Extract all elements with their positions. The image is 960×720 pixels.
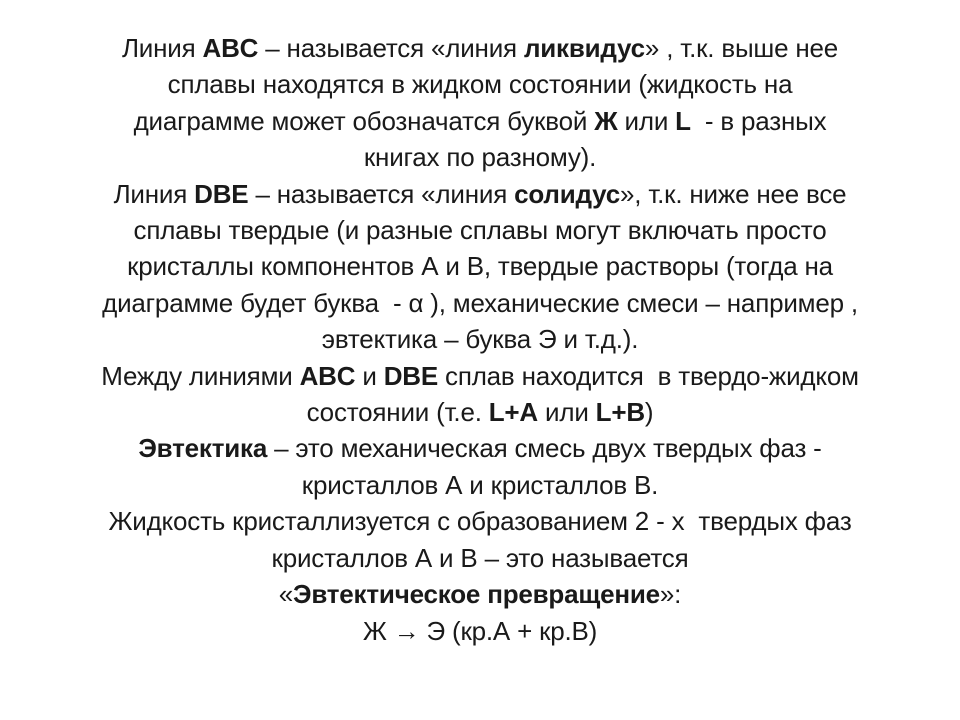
text-segment: сплавы твердые (и разные сплавы могут включать просто <box>133 215 827 246</box>
text-segment: кристаллы компонентов А и В, твердые растворы (тогда на <box>127 251 833 282</box>
text-segment: – называется «линия <box>248 178 515 209</box>
text-segment: – называется «линия <box>258 33 524 63</box>
text-segment: ) <box>644 397 654 428</box>
bold-term: L+A <box>488 397 538 428</box>
text-line <box>30 212 930 248</box>
text-line <box>30 394 930 430</box>
text-line <box>30 103 930 139</box>
text-segment: кристаллов А и В – это называется <box>271 542 689 573</box>
text-segment: - в разных <box>690 105 827 136</box>
bold-term: L+B <box>595 397 645 428</box>
bold-term: Ж <box>594 105 618 136</box>
bold-term: DBE <box>383 360 438 391</box>
text-line <box>30 358 930 394</box>
text-line <box>30 66 930 102</box>
text-segment: Между линиями <box>101 360 300 391</box>
text-line <box>30 503 930 539</box>
bold-term: ликвидус <box>523 33 645 63</box>
text-line <box>30 467 930 503</box>
text-segment: – это механическая смесь двух твердых фаз - <box>267 433 822 464</box>
text-line <box>30 540 930 576</box>
text-segment: диаграмме будет буква - α ), механические смеси – например , <box>102 287 858 318</box>
bold-term: Эвтектика <box>138 433 268 464</box>
text-segment: Жидкость кристаллизуется с образованием 2 - х твердых фаз <box>108 506 852 537</box>
text-line <box>30 321 930 357</box>
text-line <box>30 285 930 321</box>
text-segment: состоянии (т.е. <box>306 397 489 428</box>
text-segment: сплав находится в твердо-жидком <box>438 360 859 391</box>
text-line <box>30 248 930 284</box>
text-segment: или <box>538 397 596 428</box>
text-line <box>30 430 930 466</box>
text-segment: Линия <box>121 33 203 63</box>
bold-term: DBE <box>194 178 249 209</box>
slide-text <box>30 30 930 649</box>
text-segment: »: <box>659 579 682 610</box>
text-segment: кристаллов А и кристаллов В. <box>301 469 659 500</box>
bold-term: Эвтектическое превращение <box>293 579 660 610</box>
bold-term: ABC <box>299 360 356 391</box>
text-line <box>30 176 930 212</box>
bold-term: солидус <box>514 178 621 209</box>
text-segment: », т.к. ниже нее все <box>620 178 847 209</box>
text-segment: » , т.к. выше нее <box>644 33 839 63</box>
text-segment: или <box>617 105 676 136</box>
text-line <box>30 576 930 612</box>
text-segment: Ж → Э (кр.А + кр.В) <box>362 615 598 646</box>
text-segment: диаграмме может обозначатся буквой <box>133 105 595 136</box>
text-segment: сплавы находятся в жидком состоянии (жидкость на <box>167 69 793 100</box>
text-segment: книгах по разному). <box>363 142 597 173</box>
text-line <box>30 613 930 649</box>
text-segment: и <box>355 360 384 391</box>
text-line <box>30 30 930 66</box>
text-line <box>30 139 930 175</box>
bold-term: ABC <box>202 33 259 63</box>
text-segment: Линия <box>113 178 195 209</box>
bold-term: L <box>675 105 691 136</box>
text-segment: « <box>278 579 294 610</box>
text-segment: эвтектика – буква Э и т.д.). <box>321 324 639 355</box>
